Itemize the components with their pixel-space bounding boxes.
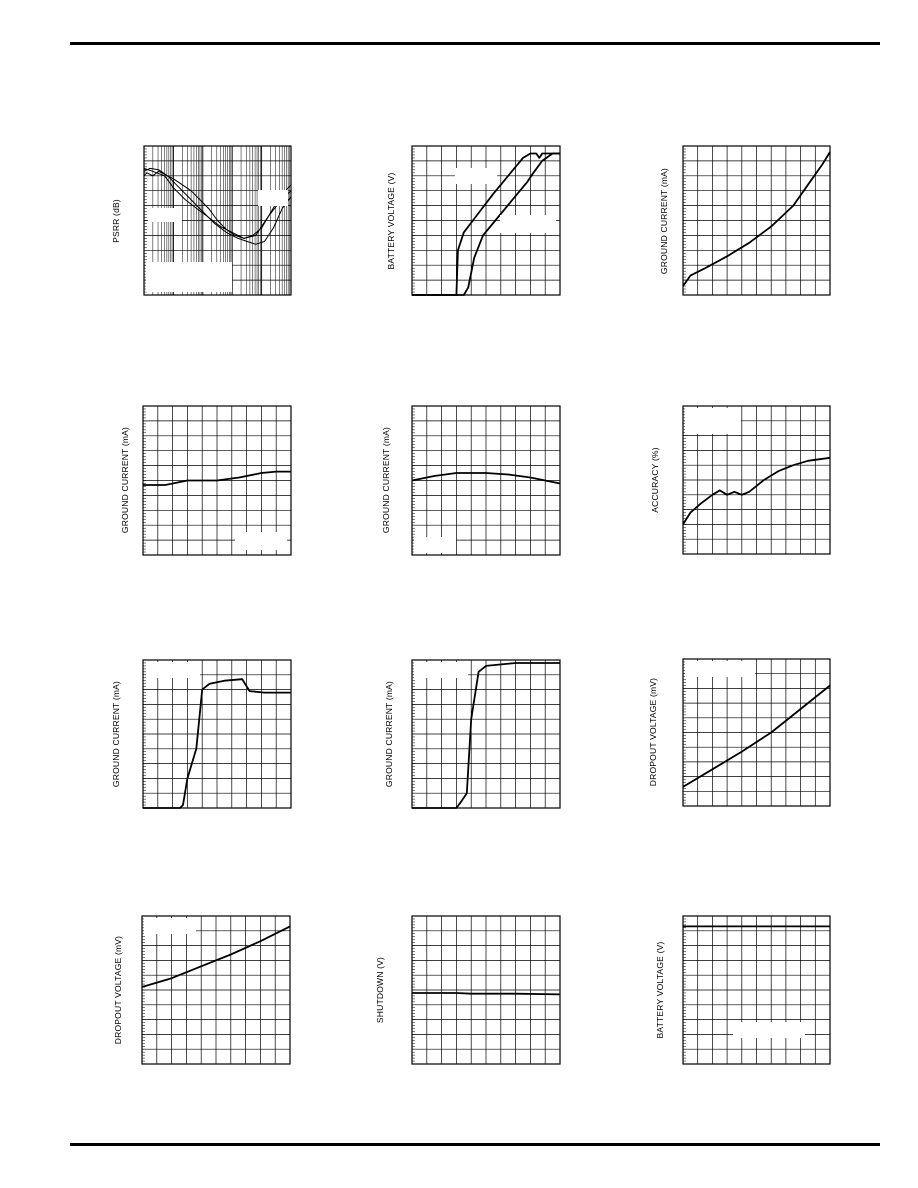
header-rule <box>70 42 880 45</box>
legend-box <box>500 215 556 233</box>
chart-8-ylabel: GROUND CURRENT (mA) <box>384 680 394 788</box>
legend-box <box>733 1022 805 1038</box>
legend-box <box>148 208 182 222</box>
legend-box <box>146 662 200 678</box>
chart-3 <box>683 146 830 295</box>
chart-11-ylabel: SHUTDOWN (V) <box>375 956 385 1024</box>
chart-1 <box>144 146 291 295</box>
chart-4-ylabel: GROUND CURRENT (mA) <box>120 426 130 534</box>
chart-1-ylabel: PSRR (dB) <box>111 199 121 243</box>
legend-box <box>144 918 196 934</box>
chart-2 <box>412 146 560 295</box>
chart-12 <box>683 916 830 1064</box>
footer-rule <box>70 1143 880 1146</box>
legend-box <box>455 168 497 184</box>
chart-7-ylabel: GROUND CURRENT (mA) <box>111 680 121 788</box>
legend-box <box>146 262 232 292</box>
chart-10-ylabel: DROPOUT VOLTAGE (mV) <box>113 935 123 1045</box>
chart-9-ylabel: DROPOUT VOLTAGE (mV) <box>648 677 658 787</box>
chart-10 <box>142 916 290 1064</box>
chart-9 <box>683 659 830 806</box>
chart-4 <box>143 406 291 555</box>
legend-box <box>685 661 755 677</box>
legend-box <box>414 537 456 553</box>
series-line <box>412 993 560 994</box>
series-line <box>144 168 291 244</box>
legend-box <box>685 408 741 434</box>
legend-box <box>235 532 287 550</box>
chart-3-ylabel: GROUND CURRENT (mA) <box>659 167 669 275</box>
chart-8 <box>412 660 560 808</box>
chart-2-ylabel: BATTERY VOLTAGE (V) <box>386 172 396 270</box>
legend-box <box>414 662 468 678</box>
chart-6 <box>683 406 830 554</box>
chart-7 <box>143 660 291 808</box>
chart-5-ylabel: GROUND CURRENT (mA) <box>381 426 391 534</box>
chart-5 <box>412 406 560 555</box>
chart-11 <box>412 916 560 1064</box>
chart-12-ylabel: BATTERY VOLTAGE (V) <box>655 941 665 1039</box>
chart-6-ylabel: ACCURACY (%) <box>650 447 660 513</box>
legend-box <box>258 190 288 206</box>
